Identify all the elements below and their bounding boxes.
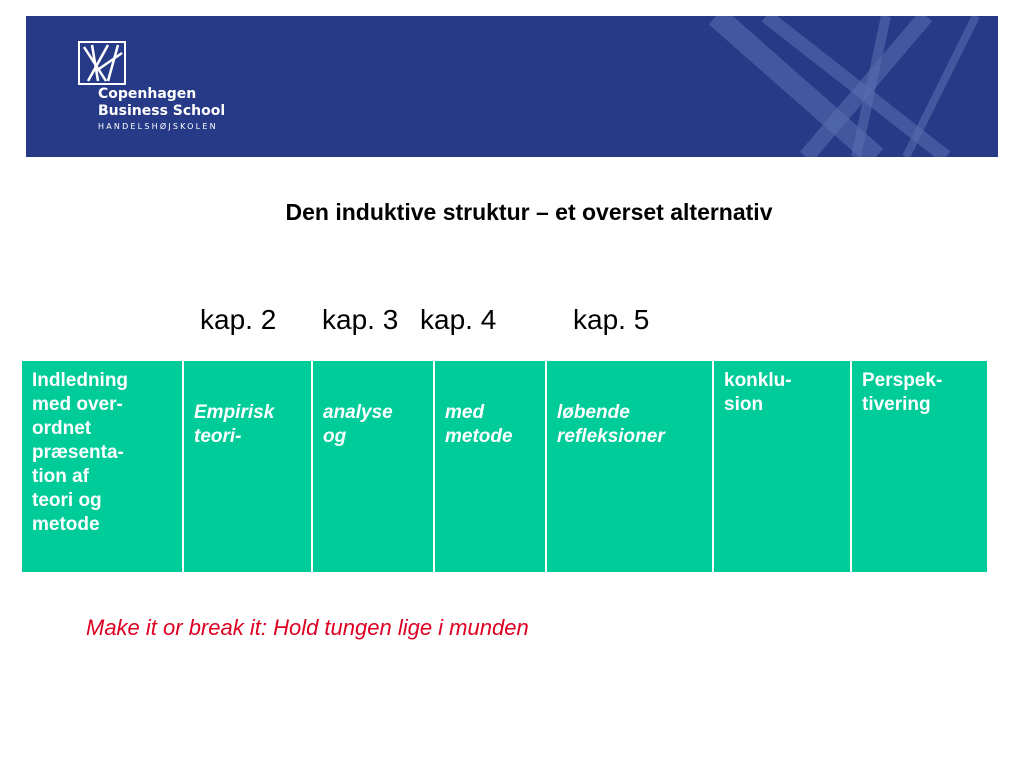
- cbs-logo-icon: [78, 41, 126, 85]
- chapter-label: kap. 2: [200, 304, 277, 335]
- note-text: Make it or break it: Hold tungen lige i munden: [86, 615, 529, 640]
- cell-text: Empirisk teori-: [194, 402, 275, 447]
- table-cell: [713, 360, 851, 573]
- cell-text: konklu- sion: [724, 370, 792, 415]
- cell-text: med metode: [445, 402, 513, 447]
- slide-title: Den induktive struktur – et overset alternativ: [285, 199, 773, 225]
- table-cell: [546, 360, 713, 573]
- table-cell: [312, 360, 434, 573]
- table-row: [21, 360, 988, 573]
- cell-text: Indledning med over- ordnet præsenta- tion af teori og metode: [32, 370, 129, 535]
- logo-text-handelshojskolen: HANDELSHØJSKOLEN: [98, 122, 218, 131]
- table-cell: [21, 360, 183, 573]
- table-cell: [851, 360, 988, 573]
- logo-text-business-school: Business School: [98, 103, 226, 119]
- chapter-label: kap. 4: [420, 304, 497, 335]
- chapter-label: kap. 3: [322, 304, 399, 335]
- cell-text: løbende refleksioner: [557, 402, 665, 447]
- header-banner: [26, 16, 998, 157]
- cell-text: Perspek- tivering: [862, 370, 943, 415]
- table-cell: [434, 360, 546, 573]
- chapter-label: kap. 5: [573, 304, 650, 335]
- table-cell: [183, 360, 312, 573]
- structure-table: [20, 359, 989, 574]
- cell-text: analyse og: [323, 402, 393, 447]
- logo-text-copenhagen: Copenhagen: [98, 86, 197, 102]
